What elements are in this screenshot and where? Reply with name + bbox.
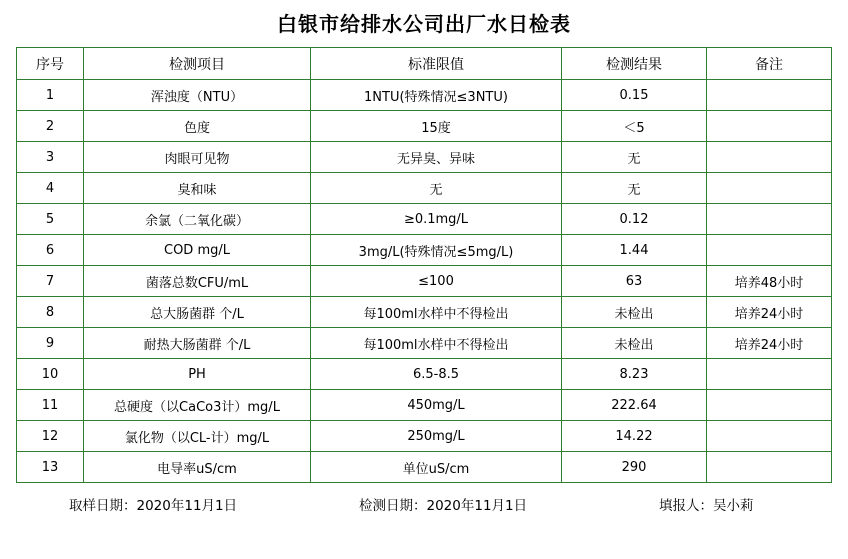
cell-item: 余氯（二氧化碳） — [84, 204, 311, 235]
cell-no: 12 — [17, 421, 84, 452]
cell-no: 8 — [17, 297, 84, 328]
cell-note — [707, 142, 832, 173]
cell-std: 15度 — [311, 111, 562, 142]
table-header-row — [17, 48, 832, 80]
column-header-std: 标准限值 — [311, 48, 562, 80]
cell-std: 单位uS/cm — [311, 452, 562, 483]
column-header-note: 备注 — [707, 48, 832, 80]
cell-no: 10 — [17, 359, 84, 390]
testing-date: 检测日期：2020年11月1日 — [359, 498, 528, 514]
cell-result: 290 — [562, 452, 707, 483]
cell-std: 无 — [311, 173, 562, 204]
cell-result: 未检出 — [562, 297, 707, 328]
cell-note — [707, 173, 832, 204]
filled-by: 填报人：吴小莉 — [659, 498, 754, 514]
cell-no: 11 — [17, 390, 84, 421]
column-header-no: 序号 — [17, 48, 84, 80]
cell-std: 每100ml水样中不得检出 — [311, 297, 562, 328]
cell-note: 培养24小时 — [707, 328, 832, 359]
cell-no: 13 — [17, 452, 84, 483]
cell-no: 3 — [17, 142, 84, 173]
cell-result: 63 — [562, 266, 707, 297]
table-row — [17, 266, 832, 297]
cell-result: 无 — [562, 142, 707, 173]
cell-note — [707, 204, 832, 235]
cell-item: 氯化物（以CL-计）mg/L — [84, 421, 311, 452]
cell-result: 0.15 — [562, 80, 707, 111]
cell-item: PH — [84, 359, 311, 390]
cell-item: 耐热大肠菌群 个/L — [84, 328, 311, 359]
table-row — [17, 452, 832, 483]
table-header — [17, 48, 832, 80]
cell-item: 电导率uS/cm — [84, 452, 311, 483]
table-row — [17, 204, 832, 235]
cell-no: 5 — [17, 204, 84, 235]
cell-item: 总大肠菌群 个/L — [84, 297, 311, 328]
cell-std: 1NTU(特殊情况≤3NTU) — [311, 80, 562, 111]
cell-result: 8.23 — [562, 359, 707, 390]
table-row — [17, 421, 832, 452]
water-quality-table — [16, 47, 832, 483]
table-row — [17, 390, 832, 421]
cell-note — [707, 80, 832, 111]
cell-result: 14.22 — [562, 421, 707, 452]
cell-note — [707, 390, 832, 421]
cell-result: ＜5 — [562, 111, 707, 142]
table-row — [17, 111, 832, 142]
table-row — [17, 142, 832, 173]
cell-note — [707, 359, 832, 390]
table-row — [17, 359, 832, 390]
cell-result: 未检出 — [562, 328, 707, 359]
table-row — [17, 235, 832, 266]
cell-result: 1.44 — [562, 235, 707, 266]
cell-std: 6.5-8.5 — [311, 359, 562, 390]
cell-result: 0.12 — [562, 204, 707, 235]
page-title: 白银市给排水公司出厂水日检表 — [277, 12, 571, 36]
cell-item: COD mg/L — [84, 235, 311, 266]
cell-std: 450mg/L — [311, 390, 562, 421]
cell-note — [707, 421, 832, 452]
cell-note — [707, 111, 832, 142]
cell-std: 3mg/L(特殊情况≤5mg/L) — [311, 235, 562, 266]
cell-item: 总硬度（以CaCo3计）mg/L — [84, 390, 311, 421]
cell-note: 培养48小时 — [707, 266, 832, 297]
cell-item: 浑浊度（NTU） — [84, 80, 311, 111]
cell-std: ≤100 — [311, 266, 562, 297]
column-header-item: 检测项目 — [84, 48, 311, 80]
cell-no: 2 — [17, 111, 84, 142]
column-header-result: 检测结果 — [562, 48, 707, 80]
cell-std: 每100ml水样中不得检出 — [311, 328, 562, 359]
table-row — [17, 328, 832, 359]
cell-no: 9 — [17, 328, 84, 359]
sampling-date: 取样日期：2020年11月1日 — [69, 498, 238, 514]
cell-std: 无异臭、异味 — [311, 142, 562, 173]
cell-note — [707, 452, 832, 483]
cell-item: 菌落总数CFU/mL — [84, 266, 311, 297]
cell-no: 6 — [17, 235, 84, 266]
cell-std: 250mg/L — [311, 421, 562, 452]
cell-item: 肉眼可见物 — [84, 142, 311, 173]
cell-item: 色度 — [84, 111, 311, 142]
table-row — [17, 80, 832, 111]
cell-std: ≥0.1mg/L — [311, 204, 562, 235]
table-row — [17, 173, 832, 204]
cell-no: 1 — [17, 80, 84, 111]
cell-result: 无 — [562, 173, 707, 204]
table-row — [17, 297, 832, 328]
cell-no: 4 — [17, 173, 84, 204]
cell-note — [707, 235, 832, 266]
cell-note: 培养24小时 — [707, 297, 832, 328]
cell-item: 臭和味 — [84, 173, 311, 204]
cell-result: 222.64 — [562, 390, 707, 421]
footer — [29, 483, 819, 514]
cell-no: 7 — [17, 266, 84, 297]
table-body — [17, 80, 832, 483]
